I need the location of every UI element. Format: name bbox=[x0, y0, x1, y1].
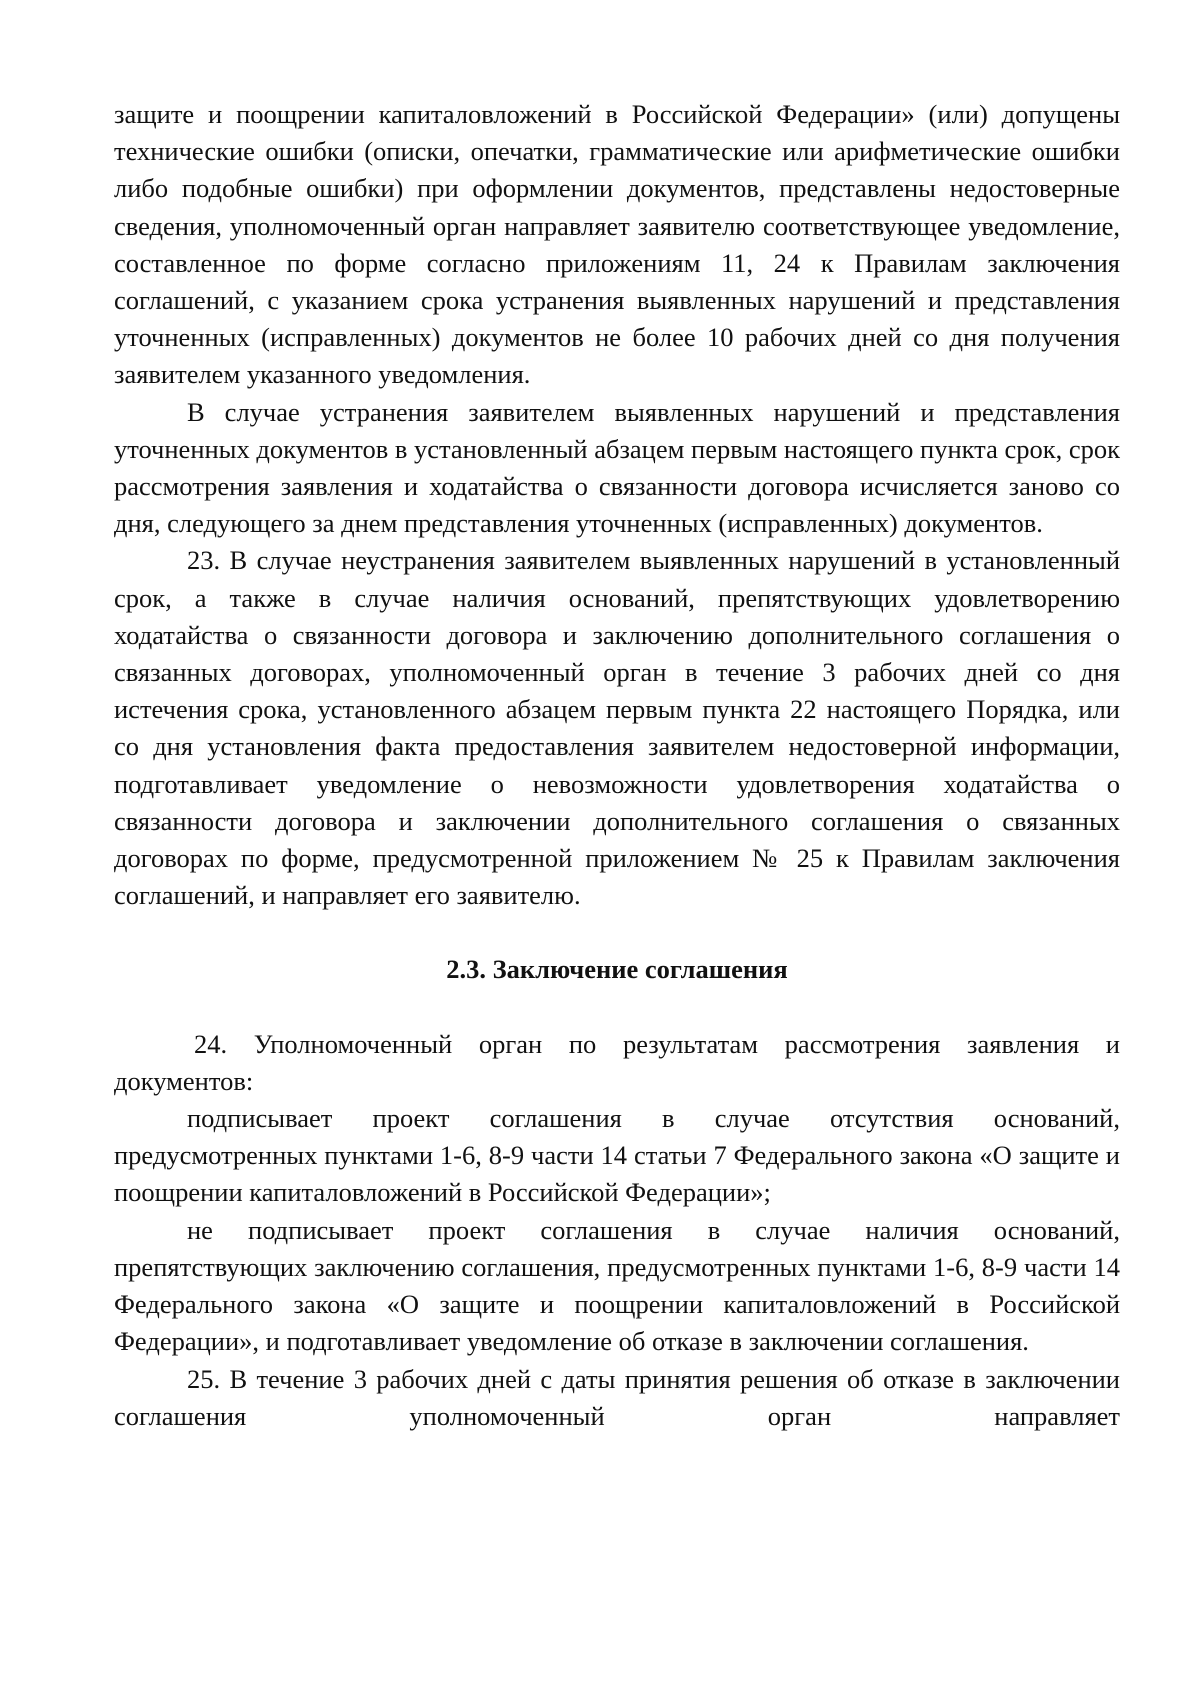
paragraph-item-25: 25. В течение 3 рабочих дней с даты принятия решения об отказе в заключении соглашения уполномоченный орган направляет bbox=[114, 1363, 1120, 1431]
paragraph-does-not-sign: не подписывает проект соглашения в случае наличия оснований, препятствующих заключению соглашения, предусмотренных пунктами 1-6, 8-9 части 14 Федерального закона «О защите и поощрении капиталовложений в Российской Федерации», и подготавливает уведомление об отказе в заключении соглашения. bbox=[114, 1214, 1120, 1357]
section-heading: 2.3. Заключение соглашения bbox=[446, 954, 788, 985]
paragraph-resubmission: В случае устранения заявителем выявленных нарушений и представления уточненных документов в установленный абзацем первым настоящего пункта срок, срок рассмотрения заявления и ходатайства о связанности договора исчисляется заново со дня, следующего за днем представления уточненных (исправленных) документов. bbox=[114, 396, 1120, 539]
paragraph-item-23: 23. В случае неустранения заявителем выявленных нарушений в установленный срок, а также в случае наличия оснований, препятствующих удовлетворению ходатайства о связанности договора и заключению дополнительного соглашения о связанных договорах, уполномоченный орган в течение 3 рабочих дней со дня истечения срока, установленного абзацем первым пункта 22 настоящего Порядка, или со дня установления факта предоставления заявителем недостоверной информации, подготавливает уведомление о невозможности удовлетворения ходатайства о связанности договора и заключении дополнительного соглашения о связанных договорах по форме, предусмотренной приложением № 25 к Правилам заключения соглашений, и направляет его заявителю. bbox=[114, 545, 1120, 911]
paragraph-item-24: 24. Уполномоченный орган по результатам рассмотрения заявления и документов: bbox=[114, 1028, 1120, 1096]
paragraph-continuation: защите и поощрении капиталовложений в Российской Федерации» (или) допущены технические ошибки (описки, опечатки, грамматические или арифметические ошибки либо подобные ошибки) при оформлении документов, представлены недостоверные сведения, уполномоченный орган направляет заявителю соответствующее уведомление, составленное по форме согласно приложениям 11, 24 к Правилам заключения соглашений, с указанием срока устранения выявленных нарушений и представления уточненных (исправленных) документов не более 10 рабочих дней со дня получения заявителем указанного уведомления. bbox=[114, 99, 1120, 390]
document-body bbox=[114, 96, 1120, 1435]
paragraph-signs-draft: подписывает проект соглашения в случае отсутствия оснований, предусмотренных пунктами 1-6, 8-9 части 14 статьи 7 Федерального закона «О защите и поощрении капиталовложений в Российской Федерации»; bbox=[114, 1103, 1120, 1208]
